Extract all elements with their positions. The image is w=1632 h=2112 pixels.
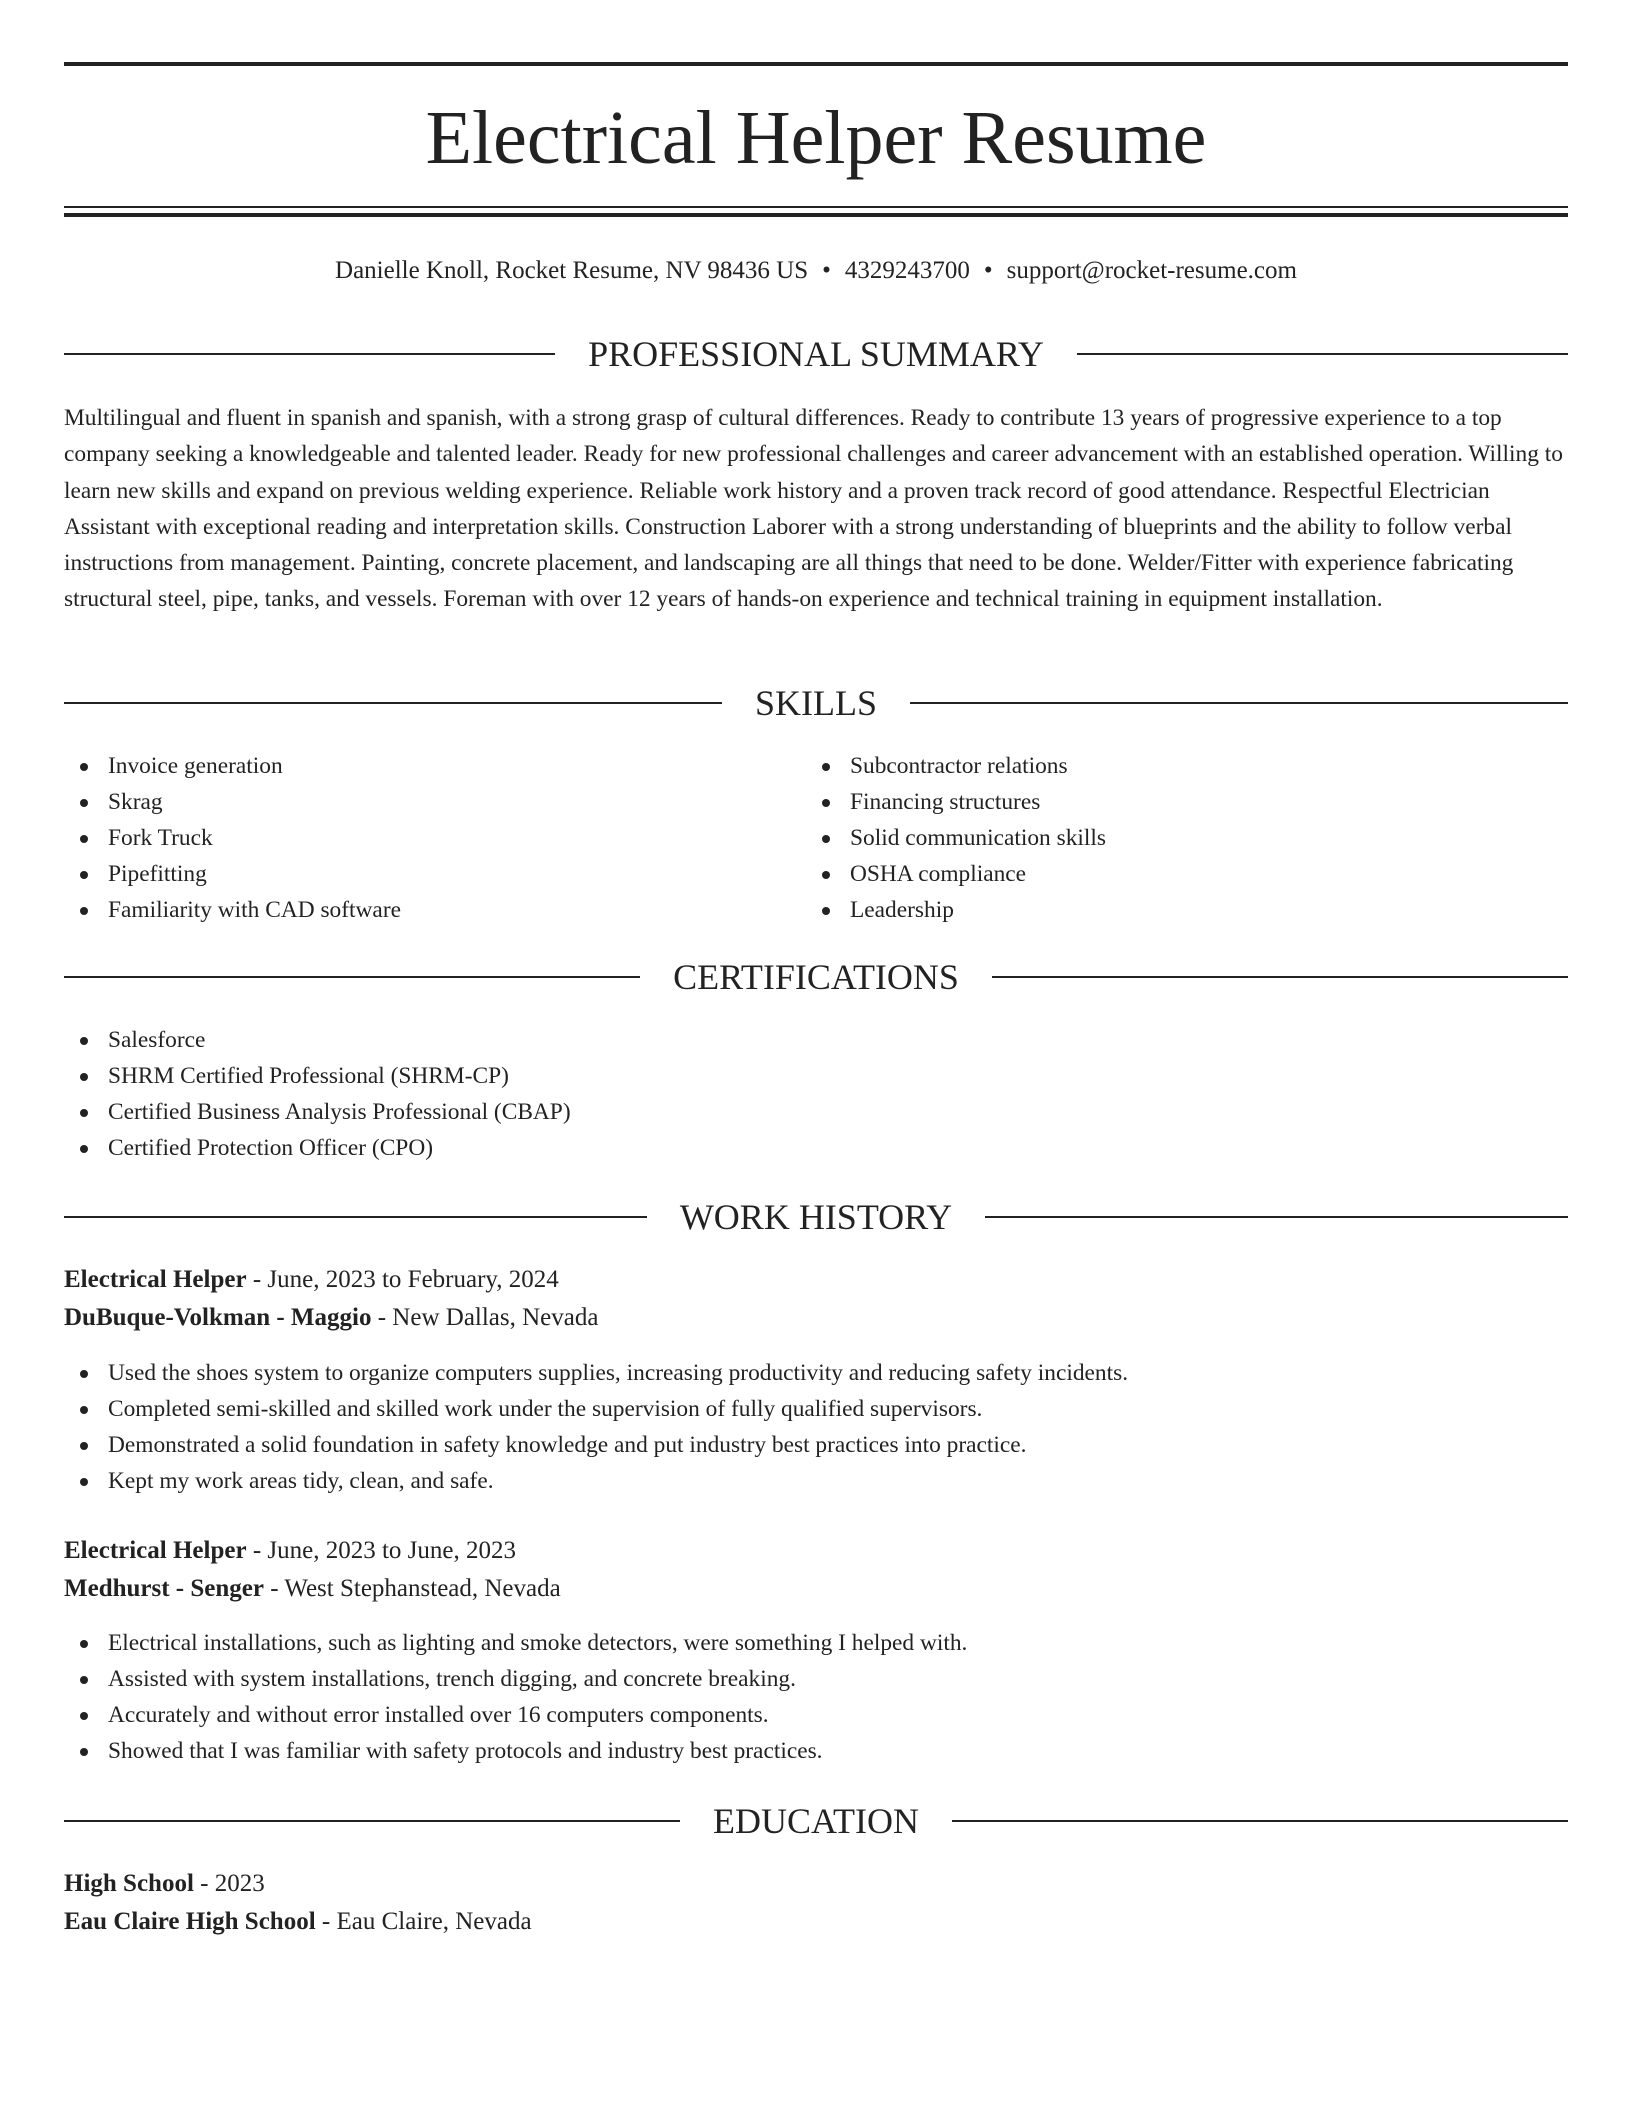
list-item: Demonstrated a solid foundation in safety knowledge and put industry best practices into practice. — [64, 1427, 1128, 1463]
list-item: Familiarity with CAD software — [64, 892, 401, 928]
certifications-heading-label: CERTIFICATIONS — [673, 957, 959, 997]
education-school: Eau Claire High School — [64, 1908, 316, 1935]
heading-rule-right — [985, 1216, 1568, 1218]
heading-rule-left — [64, 976, 640, 978]
job-location: - West Stephanstead, Nevada — [263, 1575, 561, 1602]
job-title-line — [64, 1534, 516, 1568]
list-item: OSHA compliance — [806, 856, 1106, 892]
skills-heading-label: SKILLS — [755, 683, 878, 723]
skills-heading — [64, 681, 1568, 725]
skills-list-left — [64, 748, 401, 928]
heading-rule-right — [1077, 353, 1568, 355]
header-top-rule — [64, 62, 1568, 66]
header-rule-lower — [64, 213, 1568, 217]
education-degree: High School — [64, 1870, 194, 1897]
list-item: Salesforce — [64, 1022, 571, 1058]
education-heading-label: EDUCATION — [713, 1801, 919, 1841]
list-item: Invoice generation — [64, 748, 401, 784]
heading-rule-left — [64, 1216, 647, 1218]
work-history-heading — [64, 1195, 1568, 1239]
job-company: Medhurst - Senger — [64, 1575, 264, 1602]
education-school-line — [64, 1905, 532, 1939]
summary-heading-label: PROFESSIONAL SUMMARY — [588, 334, 1044, 374]
education-year: - 2023 — [193, 1870, 265, 1897]
heading-rule-right — [910, 702, 1568, 704]
job-duties-list — [64, 1625, 967, 1769]
list-item: Used the shoes system to organize computers supplies, increasing productivity and reducing safety incidents. — [64, 1355, 1128, 1391]
education-heading — [64, 1799, 1568, 1843]
job-dates: - June, 2023 to February, 2024 — [246, 1266, 559, 1293]
heading-rule-right — [992, 976, 1568, 978]
list-item: Kept my work areas tidy, clean, and safe. — [64, 1463, 1128, 1499]
summary-heading — [64, 332, 1568, 376]
heading-rule-right — [952, 1820, 1568, 1822]
contact-separator: • — [983, 257, 993, 284]
job-title-line — [64, 1263, 559, 1297]
list-item: Accurately and without error installed over 16 computers components. — [64, 1697, 967, 1733]
job-company-line — [64, 1572, 561, 1606]
heading-rule-left — [64, 702, 722, 704]
list-item: Completed semi-skilled and skilled work under the supervision of fully qualified supervisors. — [64, 1391, 1128, 1427]
skills-list-right — [806, 748, 1106, 928]
certifications-heading — [64, 955, 1568, 999]
job-dates: - June, 2023 to June, 2023 — [246, 1537, 516, 1564]
certifications-list — [64, 1022, 571, 1166]
summary-text: Multilingual and fluent in spanish and spanish, with a strong grasp of cultural differences. Ready to contribute 13 years of progressive experience to a top company seeking a knowledgeable and talented leader. Ready for new professional challenges and career advancement with an established operation. Willing to learn new skills and expand on previous welding experience. Reliable work history and a proven track record of good attendance. Respectful Electrician Assistant with exceptional reading and interpretation skills. Construction Laborer with a strong understanding of blueprints and the ability to follow verbal instructions from management. Painting, concrete placement, and landscaping are all things that need to be done. Welder/Fitter with experience fabricating structural steel, pipe, tanks, and vessels. Foreman with over 12 years of hands-on experience and technical training in equipment installation. — [64, 405, 1563, 613]
contact-address: Danielle Knoll, Rocket Resume, NV 98436 US — [335, 257, 809, 284]
contact-separator: • — [822, 257, 831, 284]
list-item: Showed that I was familiar with safety protocols and industry best practices. — [64, 1733, 967, 1769]
resume-title: Electrical Helper Resume — [425, 96, 1207, 180]
job-company: DuBuque-Volkman - Maggio — [64, 1304, 372, 1331]
education-location: - Eau Claire, Nevada — [315, 1908, 532, 1935]
list-item: SHRM Certified Professional (SHRM-CP) — [64, 1058, 571, 1094]
list-item: Skrag — [64, 784, 401, 820]
job-location: - New Dallas, Nevada — [371, 1304, 599, 1331]
list-item: Financing structures — [806, 784, 1106, 820]
list-item: Assisted with system installations, trench digging, and concrete breaking. — [64, 1661, 967, 1697]
list-item: Leadership — [806, 892, 1106, 928]
list-item: Solid communication skills — [806, 820, 1106, 856]
contact-line — [64, 254, 1568, 288]
list-item: Fork Truck — [64, 820, 401, 856]
list-item: Electrical installations, such as lighting and smoke detectors, were something I helped with. — [64, 1625, 967, 1661]
job-title: Electrical Helper — [64, 1537, 247, 1564]
list-item: Certified Business Analysis Professional (CBAP) — [64, 1094, 571, 1130]
work-history-heading-label: WORK HISTORY — [679, 1197, 953, 1237]
list-item: Certified Protection Officer (CPO) — [64, 1130, 571, 1166]
header-rule-upper — [64, 206, 1568, 208]
heading-rule-left — [64, 353, 555, 355]
contact-email[interactable]: support@rocket-resume.com — [1006, 257, 1297, 284]
list-item: Subcontractor relations — [806, 748, 1106, 784]
contact-phone[interactable]: 4329243700 — [844, 257, 970, 284]
job-duties-list — [64, 1355, 1128, 1499]
heading-rule-left — [64, 1820, 680, 1822]
list-item: Pipefitting — [64, 856, 401, 892]
education-degree-line — [64, 1867, 265, 1901]
job-company-line — [64, 1301, 598, 1335]
job-title: Electrical Helper — [64, 1266, 247, 1293]
